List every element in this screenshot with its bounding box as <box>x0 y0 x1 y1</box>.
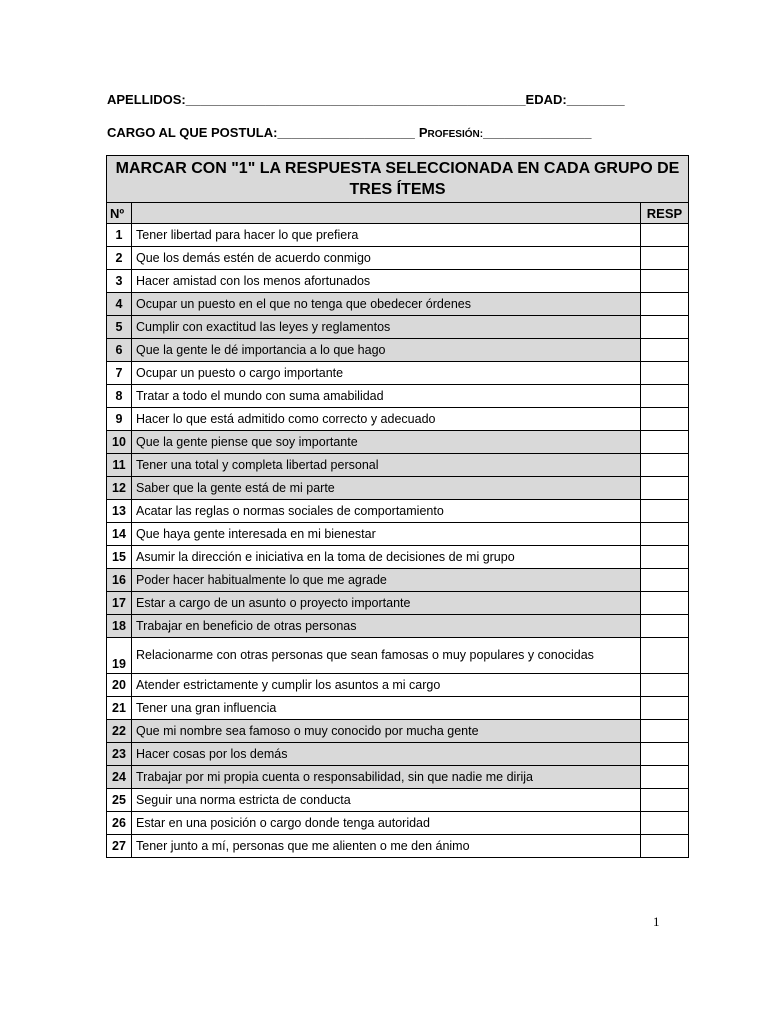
response-cell[interactable] <box>641 638 689 674</box>
item-number: 3 <box>107 270 132 293</box>
table-row <box>107 408 689 431</box>
table-row <box>107 339 689 362</box>
item-text: Asumir la dirección e iniciativa en la toma de decisiones de mi grupo <box>132 546 641 569</box>
item-number: 16 <box>107 569 132 592</box>
table-row <box>107 592 689 615</box>
item-text: Trabajar por mi propia cuenta o responsabilidad, sin que nadie me dirija <box>132 766 641 789</box>
item-text: Saber que la gente está de mi parte <box>132 477 641 500</box>
table-row <box>107 569 689 592</box>
response-cell[interactable] <box>641 523 689 546</box>
table-row <box>107 766 689 789</box>
response-cell[interactable] <box>641 500 689 523</box>
item-text: Que los demás estén de acuerdo conmigo <box>132 247 641 270</box>
item-text: Estar a cargo de un asunto o proyecto importante <box>132 592 641 615</box>
response-cell[interactable] <box>641 789 689 812</box>
item-number: 23 <box>107 743 132 766</box>
table-row <box>107 362 689 385</box>
item-text: Atender estrictamente y cumplir los asuntos a mi cargo <box>132 674 641 697</box>
response-cell[interactable] <box>641 339 689 362</box>
item-text: Que haya gente interesada en mi bienestar <box>132 523 641 546</box>
table-row <box>107 293 689 316</box>
item-text: Tener libertad para hacer lo que prefiera <box>132 224 641 247</box>
item-number: 4 <box>107 293 132 316</box>
item-number: 22 <box>107 720 132 743</box>
item-text: Tener una gran influencia <box>132 697 641 720</box>
table-row <box>107 385 689 408</box>
item-number: 2 <box>107 247 132 270</box>
response-cell[interactable] <box>641 615 689 638</box>
item-number: 20 <box>107 674 132 697</box>
item-number: 12 <box>107 477 132 500</box>
response-cell[interactable] <box>641 546 689 569</box>
response-cell[interactable] <box>641 812 689 835</box>
table-row <box>107 546 689 569</box>
table-row <box>107 638 689 674</box>
item-text: Cumplir con exactitud las leyes y reglamentos <box>132 316 641 339</box>
item-text: Estar en una posición o cargo donde tenga autoridad <box>132 812 641 835</box>
apellidos-field[interactable]: _______________________________________________ <box>185 92 526 107</box>
item-text: Tener junto a mí, personas que me alienten o me den ánimo <box>132 835 641 858</box>
item-number: 27 <box>107 835 132 858</box>
table-row <box>107 270 689 293</box>
item-number: 15 <box>107 546 132 569</box>
item-text: Tratar a todo el mundo con suma amabilidad <box>132 385 641 408</box>
table-row <box>107 674 689 697</box>
table-row <box>107 812 689 835</box>
response-cell[interactable] <box>641 697 689 720</box>
response-cell[interactable] <box>641 766 689 789</box>
questionnaire-table <box>106 155 689 858</box>
column-header-blank <box>132 203 641 224</box>
response-cell[interactable] <box>641 224 689 247</box>
edad-label: EDAD: <box>525 92 567 107</box>
apellidos-label: APELLIDOS: <box>107 92 186 107</box>
item-text: Acatar las reglas o normas sociales de comportamiento <box>132 500 641 523</box>
response-cell[interactable] <box>641 569 689 592</box>
table-row <box>107 224 689 247</box>
table-row <box>107 789 689 812</box>
item-number: 25 <box>107 789 132 812</box>
table-row <box>107 523 689 546</box>
table-row <box>107 431 689 454</box>
profesion-field[interactable]: _______________ <box>483 125 592 140</box>
item-text: Trabajar en beneficio de otras personas <box>132 615 641 638</box>
item-number: 7 <box>107 362 132 385</box>
item-text: Ocupar un puesto o cargo importante <box>132 362 641 385</box>
item-text: Hacer lo que está admitido como correcto y adecuado <box>132 408 641 431</box>
response-cell[interactable] <box>641 835 689 858</box>
item-text: Hacer cosas por los demás <box>132 743 641 766</box>
response-cell[interactable] <box>641 293 689 316</box>
item-text: Que la gente le dé importancia a lo que hago <box>132 339 641 362</box>
item-text: Relacionarme con otras personas que sean famosas o muy populares y conocidas <box>132 638 641 674</box>
column-header-number: Nº <box>107 203 132 224</box>
item-number: 14 <box>107 523 132 546</box>
page-number: 1 <box>653 914 660 929</box>
response-cell[interactable] <box>641 454 689 477</box>
response-cell[interactable] <box>641 592 689 615</box>
item-number: 26 <box>107 812 132 835</box>
response-cell[interactable] <box>641 362 689 385</box>
table-row <box>107 743 689 766</box>
table-row <box>107 500 689 523</box>
edad-field[interactable]: ________ <box>566 92 625 107</box>
response-cell[interactable] <box>641 385 689 408</box>
response-cell[interactable] <box>641 431 689 454</box>
response-cell[interactable] <box>641 316 689 339</box>
item-number: 6 <box>107 339 132 362</box>
table-row <box>107 454 689 477</box>
profesion-label: PROFESIÓN: <box>418 125 484 140</box>
item-text: Que mi nombre sea famoso o muy conocido por mucha gente <box>132 720 641 743</box>
cargo-field[interactable]: ___________________ <box>277 125 415 140</box>
item-number: 9 <box>107 408 132 431</box>
response-cell[interactable] <box>641 477 689 500</box>
item-text: Que la gente piense que soy importante <box>132 431 641 454</box>
item-number: 10 <box>107 431 132 454</box>
table-row <box>107 720 689 743</box>
column-header-resp: RESP <box>641 203 689 224</box>
item-number: 19 <box>107 638 132 674</box>
table-row <box>107 316 689 339</box>
item-number: 8 <box>107 385 132 408</box>
table-row <box>107 615 689 638</box>
header-line-apellidos-edad <box>107 92 625 107</box>
item-number: 13 <box>107 500 132 523</box>
item-text: Seguir una norma estricta de conducta <box>132 789 641 812</box>
item-number: 17 <box>107 592 132 615</box>
table-title: MARCAR CON "1" LA RESPUESTA SELECCIONADA EN CADA GRUPO DE TRES ÍTEMS <box>107 156 689 203</box>
response-cell[interactable] <box>641 408 689 431</box>
response-cell[interactable] <box>641 674 689 697</box>
response-cell[interactable] <box>641 743 689 766</box>
table-row <box>107 835 689 858</box>
item-number: 24 <box>107 766 132 789</box>
header-line-cargo-profesion <box>107 125 592 140</box>
table-row <box>107 247 689 270</box>
item-number: 1 <box>107 224 132 247</box>
table-row <box>107 697 689 720</box>
item-text: Ocupar un puesto en el que no tenga que obedecer órdenes <box>132 293 641 316</box>
response-cell[interactable] <box>641 247 689 270</box>
response-cell[interactable] <box>641 720 689 743</box>
item-number: 21 <box>107 697 132 720</box>
item-text: Poder hacer habitualmente lo que me agrade <box>132 569 641 592</box>
response-cell[interactable] <box>641 270 689 293</box>
item-number: 11 <box>107 454 132 477</box>
item-number: 5 <box>107 316 132 339</box>
table-row <box>107 477 689 500</box>
item-number: 18 <box>107 615 132 638</box>
item-text: Tener una total y completa libertad personal <box>132 454 641 477</box>
cargo-label: CARGO AL QUE POSTULA: <box>107 125 278 140</box>
item-text: Hacer amistad con los menos afortunados <box>132 270 641 293</box>
